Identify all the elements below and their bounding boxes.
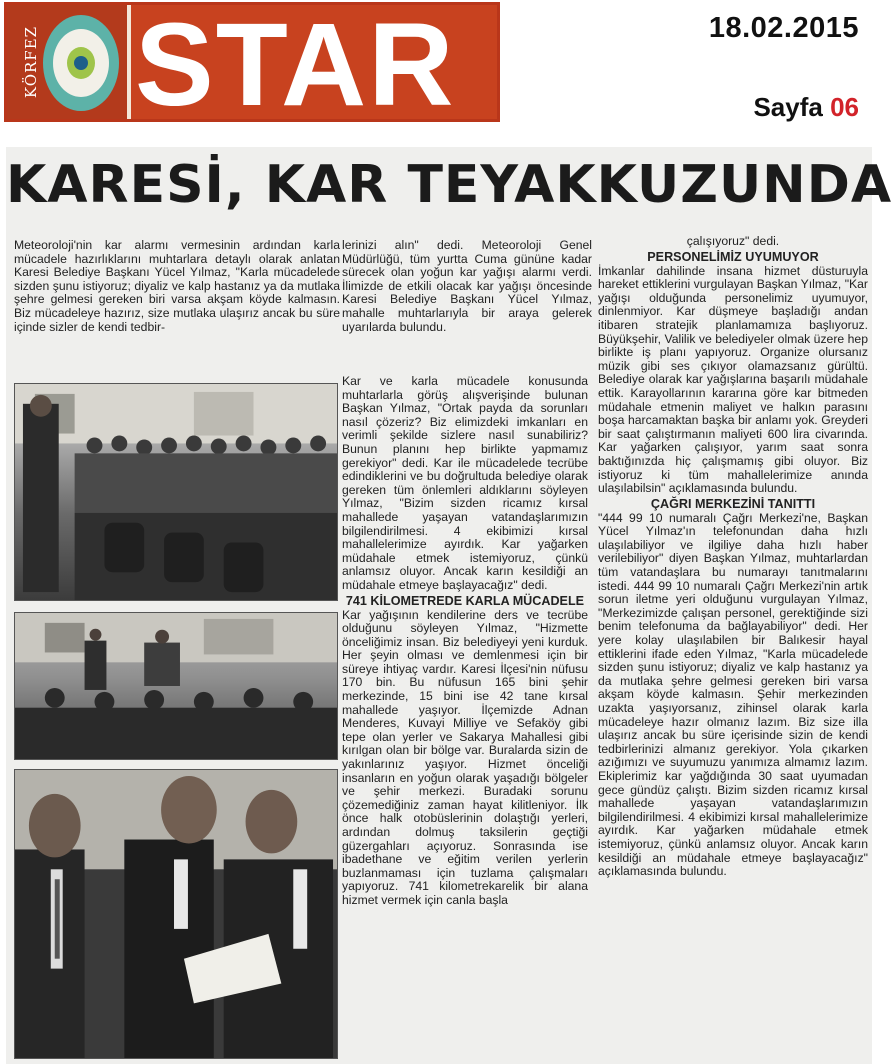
photo-officials-reading: [14, 769, 338, 1059]
subheading-cagri-merkezi: ÇAĞRI MERKEZİNİ TANITTI: [650, 496, 816, 511]
logo-korfez-text: KÖRFEZ: [22, 25, 40, 99]
photo-podium-audience: [14, 612, 338, 760]
paragraph: "444 99 10 numaralı Çağrı Merkezi'ne, Başkan Yücel Yılmaz'ın telefonundan daha hızlı ulaşılabiliyor ve ilgiliye daha hızlı haber verilebiliyor" diyen Başkan Yılmaz, muhtarlardan tüm vatandaşlara bu numarayı tanıtmalarını istedi. 444 99 10 numaralı Çağrı Merkezi'nin artık sorun iletme yeri olduğunu vurgulayan Yılmaz, "Merkezimizde çalışan personel, gerektiğinde sizi benim telefonuma da bağlayabiliyor" dedi. Her yere kolay ulaşılabilen bir Balıkesir hayal ettiklerini ifade eden Yılmaz, "Karla mücadelede sizden şunu istiyoruz; diyaliz ve kalp hastanız ya da mutlaka şehre gelmesi gereken biri varsa akşam köyde kalmasın. Şehir merkezinden uzakta yaşıyorsanız, zihinsel olarak karla mücadeleye hazır olmanız lazım. Biz size illa ulaşırız ancak bu süre içerisinde sizin de kendi tedbirlerinizi almanız gerekiyor. Yola çıkarken azığımızı ve suyumuzu yanımıza almamız lazım. Ekiplerimiz kar yağdığında 30 saat uyumadan gece gündüz çalıştı. Bizim sizden ricamız kırsal mahallede yaşayan vatandaşlarımızın bilgilendirilmesi. 4 ekibimizi kırsal mahallelerimize ayırdık. Kar yağarken müdahale etmek istemiyoruz, çünkü anlamsız oluyor. Ancak karın kesildiği an müdahale etmeye başlayacağız" açıklamasında bulundu.: [598, 510, 868, 879]
page-word: Sayfa: [753, 92, 823, 122]
paragraph: lerinizi alın" dedi. Meteoroloji Genel Müdürlüğü, tüm yurtta Cuma gününe kadar sürecek olan yoğun kar yağışı alarmı verdi. İlimizde de etkili olacak kar yağışı öncesinde Karesi Belediye Başkanı Yücel Yılmaz, mahalle muhtarlarıyla bir araya gelerek uyarılarda bulundu.: [342, 238, 592, 334]
subheading-personel: PERSONELİMİZ UYUMUYOR: [647, 249, 819, 264]
paragraph: İmkanlar dahilinde insana hizmet düsturuyla hareket ettiklerini vurgulayan Başkan Yılmaz, "Kar yağışı olduğunda personelimiz uyumuyor, dinlenmiyor. Kar düşmeye başladığı andan itibaren stratejik planlamamıza başlıyoruz. Büyükşehir, Valilik ve belediyeler olmak üzere hep birlikte iş planı yapıyoruz. Organize olursanız müzik gibi ses çıkıyor olamazsanız gürültü. Belediye olarak kar yağışlarına başarılı müdahale ettik. Karayollarının kararına göre kar bitmeden müdahale etmenin maliyet ve halkın parasını boşa harcamaktan başka bir anlamı yok. Greyderi bir saat çalıştırmanın maliyeti 600 lira civarında. Kar yağarken çalışıyor, yarım saat sonra baktığınızda hiç çalışmamış gibi oluyor. Biz istiyoruz ki tüm mahallelerimize anında ulaşılabilsin" açıklamasında bulundu.: [598, 263, 868, 496]
logo-star-text: STAR: [135, 0, 456, 131]
paragraph: Kar ve karla mücadele konusunda muhtarlarla görüş alışverişinde bulunan Başkan Yılmaz, "Ortak payda da sorunları nasıl çözeriz? Biz elimizdeki imkanları en verimli şekilde sizlere nasıl sunabiliriz? Bunun planını hep birlikte yapmamız gerekiyor" dedi. Kar ile mücadelede tecrübe edindiklerini ve bu doğrultuda belediye olarak gereken tüm önlemleri aldıklarını söyleyen Yılmaz, "Bizim sizden ricamız kırsal mahallede yaşayan vatandaşlarımızın bilgilendirilmesi. 4 ekibimizi kırsal mahallelerimize ayırdık. Kar yağarken müdahale etmek istemiyoruz, çünkü anlamsız oluyor. Ancak karın kesildiği an müdahale etmeye başlayacağız" dedi.: [342, 374, 588, 592]
logo-divider: [127, 5, 131, 119]
masthead: [0, 0, 875, 140]
logo-emblem-icon: [43, 15, 119, 111]
paragraph: Kar yağışının kendilerine ders ve tecrübe olduğunu söyleyen Yılmaz, "Hizmette önceliğimiz insan. Biz belediyeyi yeni kurduk. Her şeyin olması ve demlenmesi için bir süreye ihtiyaç vardır. Karesi İlçesi'nin nüfusu 170 bin. Bu nüfusun 165 bini şehir merkezinde, 15 bini ise 42 tane kırsal mahallede yaşıyor. İlçemizde Adnan Menderes, Kuvayi Milliye ve Sefaköy gibi tepe olan yerler ve Sakarya Mahallesi gibi kırılgan olan bir bölge var. Buralarda sizin de yakınlarınız yaşıyor. Hizmet önceliği insanların en yoğun olarak yaşadığı bölgeler ve şehir merkezi. Buradaki sorunu çözemediğiniz zaman hayat kilitleniyor. İlk önce halk otobüslerinin dolaştığı yerleri, ardından dolmuş taksilerin geçtiği güzergahları açıyoruz. Sonrasında ise ibadethane ve eğitim verilen yerlerin buzlanmaması için tuzlama çalışmaları yapıyoruz. 741 kilometrekarelik bir alana hizmet vermek için canla başla: [342, 607, 588, 907]
page-number: 06: [830, 92, 859, 122]
article: [6, 147, 892, 1064]
article-column-left: [14, 239, 340, 389]
page-label: [753, 92, 859, 123]
article-column-middle-top: [342, 238, 592, 334]
paragraph: çalışıyoruz" dedi.: [686, 234, 780, 248]
article-column-right: [598, 235, 868, 1063]
article-headline: KARESİ, KAR TEYAKKUZUNDA: [6, 155, 892, 215]
publication-date: 18.02.2015: [708, 12, 859, 44]
paragraph: Meteoroloji'nin kar alarmı vermesinin ardından karla mücadele hazırlıklarını muhtarlara detaylı olarak anlatan Karesi Belediye Başkanı Yücel Yılmaz, "Karla mücadelede sizden şunu istiyoruz; diyaliz ve kalp hastanız ya da mutlaka şehre gelmesi gereken biri varsa akşam köyde kalmasın. Biz mücadeleye hazırız, size mutlaka ulaşırız ancak bu süre içinde sizler de kendi tedbir-: [14, 238, 340, 334]
subheading-741-km: 741 KİLOMETREDE KARLA MÜCADELE: [345, 593, 585, 608]
korfez-star-logo: [4, 0, 500, 131]
article-column-middle: [342, 375, 588, 1063]
photo-meeting-hall: [14, 383, 338, 601]
